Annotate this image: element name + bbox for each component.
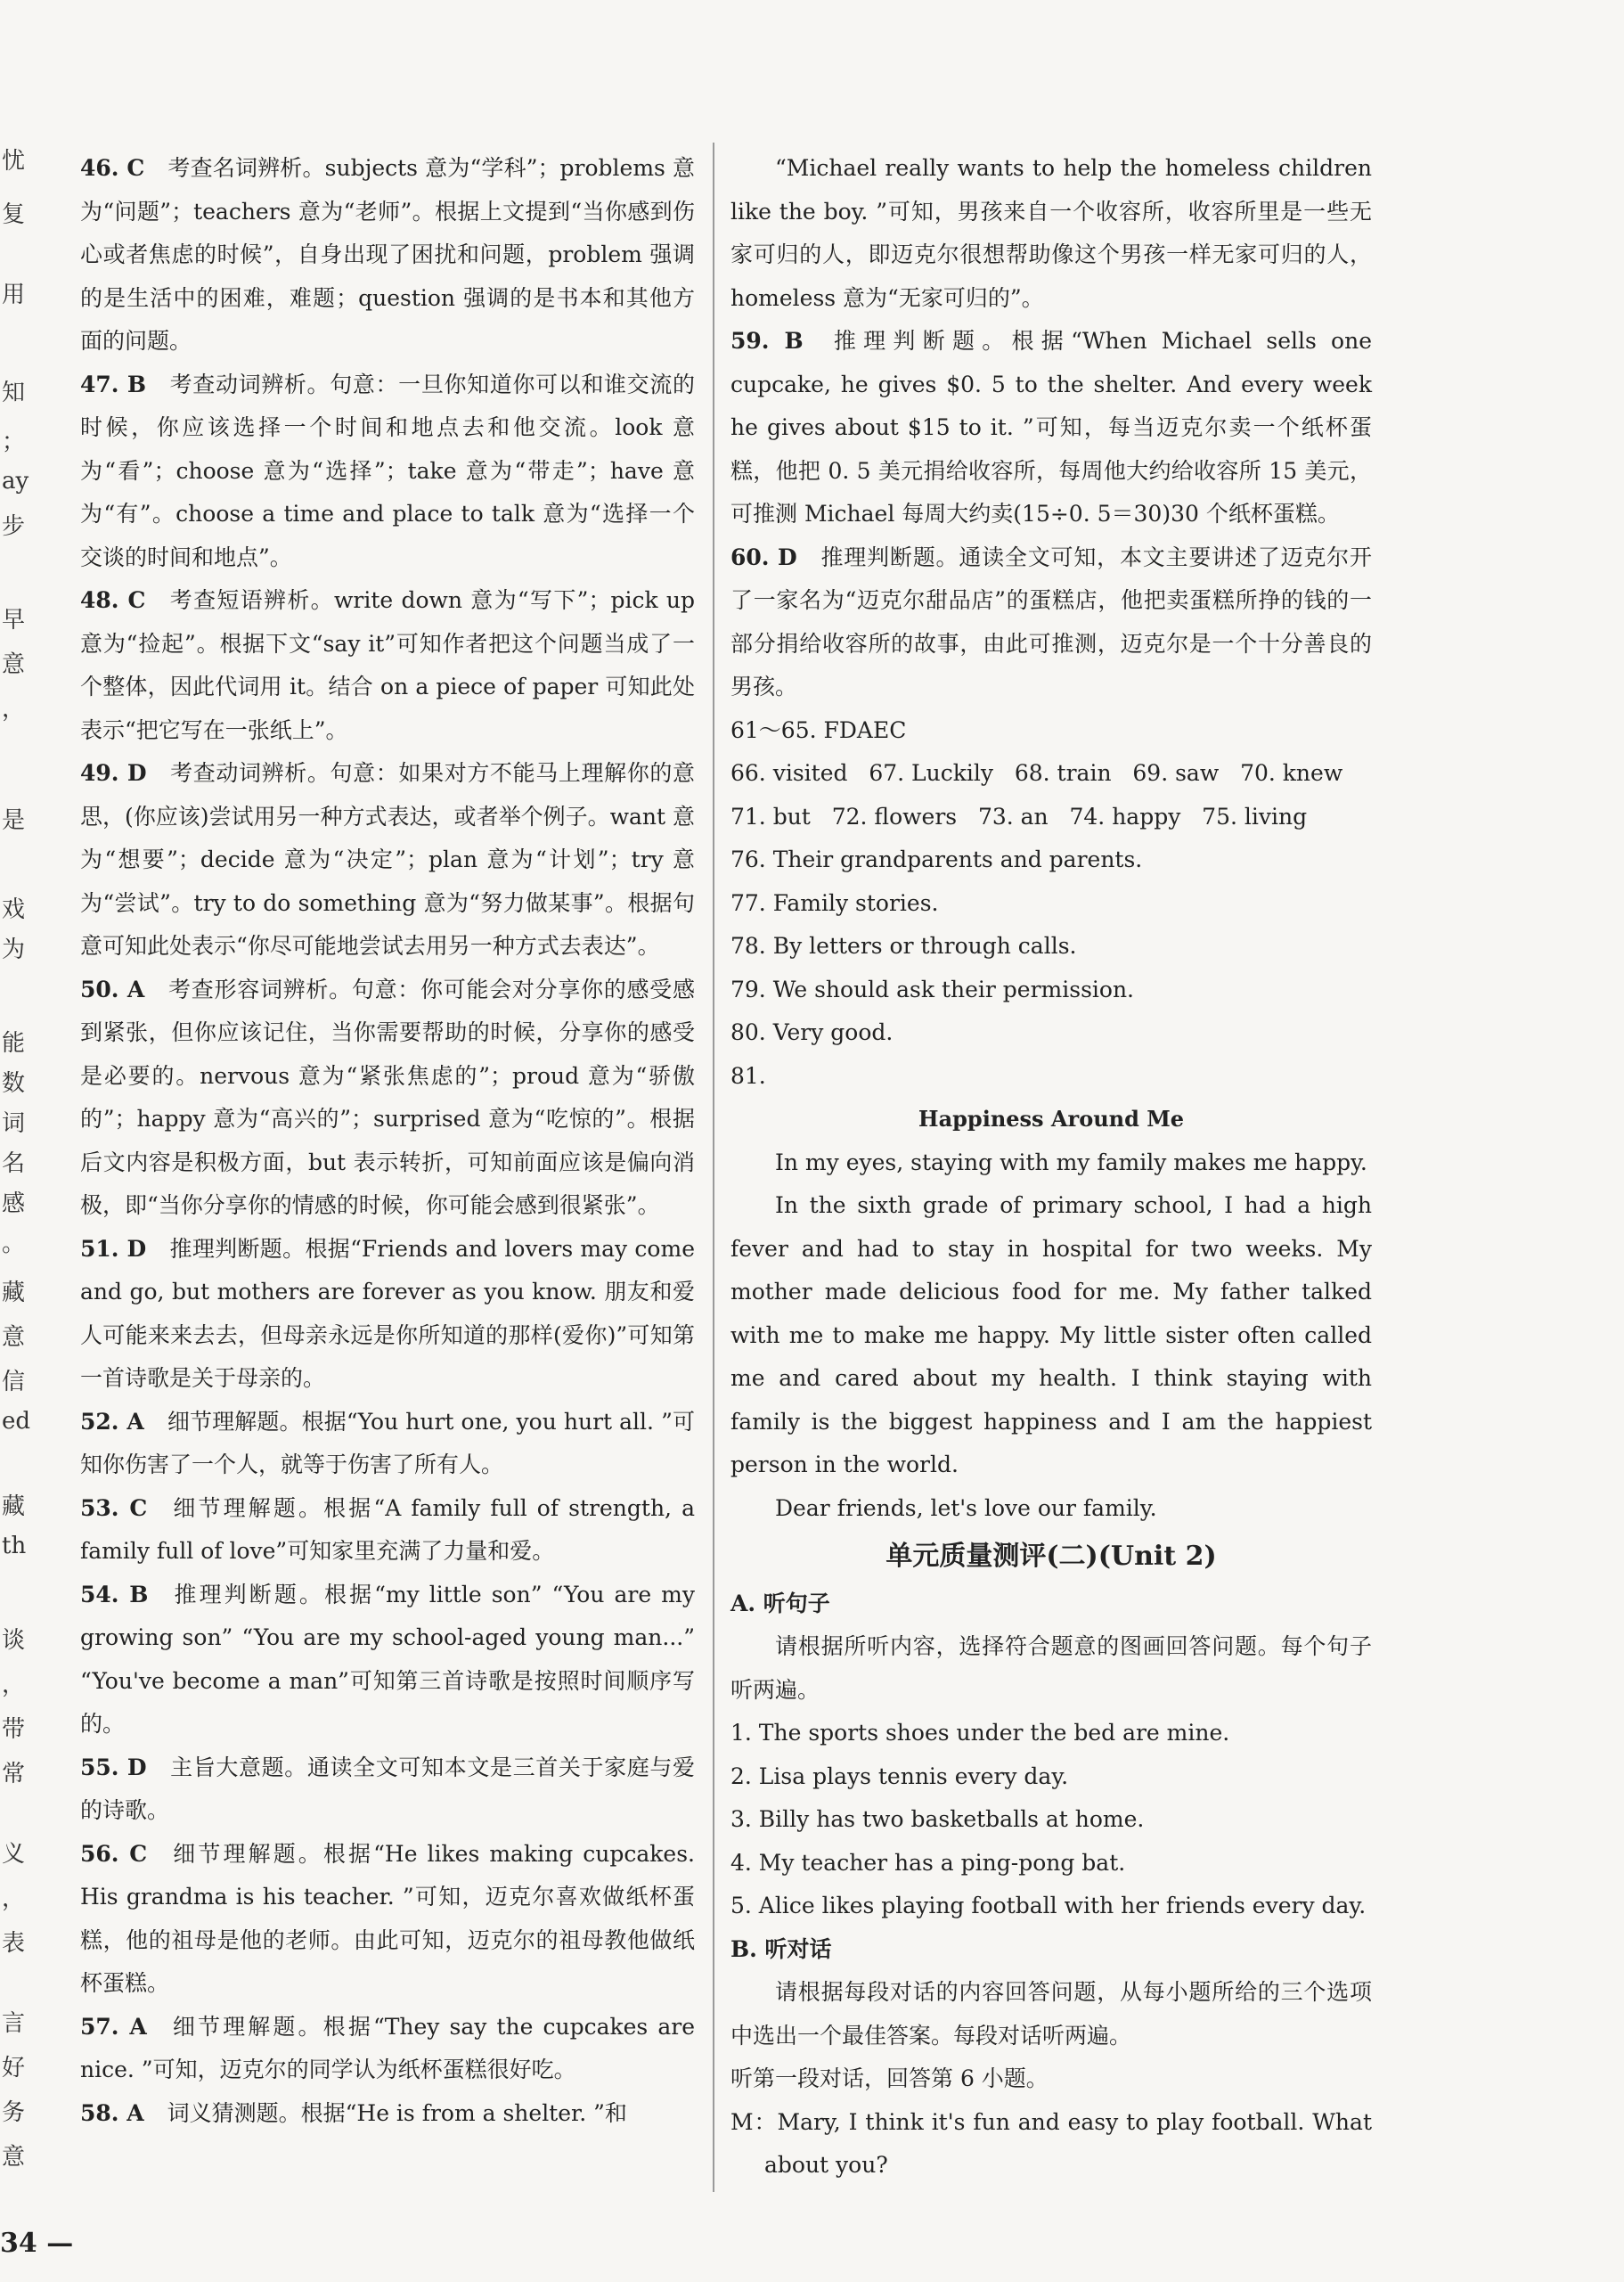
edge-char: 为 — [2, 937, 26, 963]
edge-char: 知 — [2, 380, 26, 406]
answer-item-55 — [80, 1746, 695, 1833]
answer-number: 54. B — [80, 1581, 149, 1607]
answer-explanation: 细节理解题。根据“You hurt one, you hurt all. ”可知你伤害了一个人，就等于伤害了所有人。 — [80, 1408, 695, 1477]
edge-char: 意 — [2, 2144, 26, 2171]
answer-line: 66. visited 67. Luckily 68. train 69. saw 70. knew — [730, 760, 1343, 786]
edge-char: 信 — [2, 1369, 26, 1395]
edge-char: ed — [2, 1408, 31, 1435]
answer-line: 80. Very good. — [730, 1019, 894, 1045]
answer-number: 56. C — [80, 1840, 148, 1867]
answer-line: 71. but 72. flowers 73. an 74. happy 75. living — [730, 803, 1308, 830]
edge-char: ， — [2, 1885, 26, 1912]
answer-explanation: 推理判断题。根据“my little son” “You are my growing son” “You are my school-aged young man...” “You've become a man”可知第三首诗歌是按照时间顺序写的。 — [80, 1581, 695, 1737]
answer-item-47 — [80, 364, 695, 580]
answer-58-continuation: “Michael really wants to help the homeless children like the boy. ”可知，男孩来自一个收容所，收容所里是一些无家可归的人，即迈克尔很想帮助像这个男孩一样无家可归的人，homeless 意为“无家可归的”。 — [730, 155, 1372, 311]
answer-item-60 — [730, 536, 1372, 709]
answer-number: 47. B — [80, 371, 146, 397]
edge-char: 名 — [2, 1150, 26, 1177]
edge-char: 戏 — [2, 896, 26, 923]
edge-char: 能 — [2, 1030, 26, 1057]
answer-line: 78. By letters or through calls. — [730, 933, 1077, 959]
edge-char: 数 — [2, 1070, 26, 1097]
edge-char: ； — [2, 429, 26, 455]
answer-item-51 — [80, 1228, 695, 1401]
right-column — [730, 147, 1372, 2188]
answer-number: 50. A — [80, 976, 145, 1002]
edge-char: ， — [2, 1672, 26, 1698]
edge-char: 意 — [2, 651, 26, 678]
answer-number: 60. D — [730, 544, 797, 570]
answer-explanation: 主旨大意题。通读全文可知本文是三首关于家庭与爱的诗歌。 — [80, 1754, 695, 1823]
answer-line: 77. Family stories. — [730, 889, 939, 916]
listening-sentence: 4. My teacher has a ping-pong bat. — [730, 1849, 1126, 1876]
edge-char: 感 — [2, 1190, 26, 1217]
edge-char: 谈 — [2, 1627, 26, 1654]
answer-line: 81. — [730, 1062, 766, 1089]
answer-line: 76. Their grandparents and parents. — [730, 847, 1143, 872]
part-a-title: A. 听句子 — [730, 1590, 830, 1616]
edge-char: 意 — [2, 1324, 26, 1351]
page-number: 34 — — [0, 2228, 74, 2259]
answer-explanation: 细节理解题。根据“They say the cupcakes are nice. ”可知，迈克尔的同学认为纸杯蛋糕很好吃。 — [80, 2013, 695, 2082]
edge-char: 藏 — [2, 1493, 26, 1520]
answer-number: 55. D — [80, 1754, 147, 1780]
answer-explanation: 推理判断题。通读全文可知，本文主要讲述了迈克尔开了一家名为“迈克尔甜品店”的蛋糕店，他把卖蛋糕所挣的钱的一部分捐给收容所的故事，由此可推测，迈克尔是一个十分善良的男孩。 — [730, 544, 1372, 699]
essay-paragraph: Dear friends, let's love our family. — [775, 1494, 1157, 1521]
edge-char: 表 — [2, 1930, 26, 1957]
edge-char: 义 — [2, 1841, 26, 1868]
edge-char: 常 — [2, 1761, 26, 1787]
answer-number: 48. C — [80, 587, 146, 613]
edge-char: ， — [2, 696, 26, 723]
left-column — [80, 147, 695, 2135]
answer-line: 61～65. FDAEC — [730, 716, 907, 743]
edge-char: 言 — [2, 2010, 26, 2037]
answer-explanation: 考查名词辨析。subjects 意为“学科”；problems 意为“问题”；teachers 意为“老师”。根据上文提到“当你感到伤心或者焦虑的时候”，自身出现了困扰和问题，problem 强调的是生活中的困难，难题；question 强调的是书本和其他方面的问题。 — [80, 155, 695, 354]
answer-number: 52. A — [80, 1408, 144, 1435]
listening-sentence: 5. Alice likes playing football with her friends every day. — [730, 1893, 1367, 1918]
answer-number: 58. A — [80, 2099, 144, 2126]
answer-number: 57. A — [80, 2013, 147, 2040]
answer-explanation: 考查短语辨析。write down 意为“写下”；pick up 意为“捡起”。根据下文“say it”可知作者把这个问题当成了一个整体，因此代词用 it。结合 on a piece of paper 可知此处表示“把它写在一张纸上”。 — [80, 587, 695, 743]
listening-sentence: 2. Lisa plays tennis every day. — [730, 1763, 1069, 1789]
answer-explanation: 细节理解题。根据“A family full of strength, a family full of love”可知家里充满了力量和爱。 — [80, 1494, 695, 1564]
edge-char: 是 — [2, 807, 26, 834]
essay-title: Happiness Around Me — [918, 1106, 1185, 1132]
edge-char: 步 — [2, 513, 26, 540]
answer-number: 46. C — [80, 155, 145, 181]
part-b-title: B. 听对话 — [730, 1935, 832, 1962]
answer-explanation: 推理判断题。根据“Friends and lovers may come and go, but mothers are forever as you know. 朋友和爱人可能来来去去，但母亲永远是你所知道的那样(爱你)”可知第一首诗歌是关于母亲的。 — [80, 1235, 695, 1391]
dialogue-intro: 听第一段对话，回答第 6 小题。 — [730, 2065, 1049, 2091]
answer-explanation: 考查形容词辨析。句意：你可能会对分享你的感受感到紧张，但你应该记住，当你需要帮助的时候，分享你的感受是必要的。nervous 意为“紧张焦虑的”；proud 意为“骄傲的”；happy 意为“高兴的”；surprised 意为“吃惊的”。根据后文内容是积极方面，but 表示转折，可知前面应该是偏向消极，即“当你分享你的情感的时候，你可能会感到很紧张”。 — [80, 976, 695, 1218]
listening-sentence: 1. The sports shoes under the bed are mine. — [730, 1720, 1230, 1746]
answer-item-59 — [730, 320, 1372, 536]
answer-number: 49. D — [80, 760, 147, 786]
edge-char: 忧 — [2, 148, 26, 175]
edge-char: 带 — [2, 1716, 26, 1743]
answer-item-49 — [80, 752, 695, 969]
dialogue-line: M：Mary, I think it's fun and easy to play football. What about you? — [730, 2108, 1372, 2178]
column-divider — [713, 143, 714, 2192]
part-a-instruction: 请根据所听内容，选择符合题意的图画回答问题。每个句子听两遍。 — [730, 1633, 1372, 1703]
answer-item-57 — [80, 2006, 695, 2092]
answer-item-54 — [80, 1574, 695, 1746]
edge-char: ay — [2, 468, 29, 495]
answer-item-48 — [80, 579, 695, 752]
answer-number: 59. B — [730, 328, 804, 354]
answer-explanation: 细节理解题。根据“He likes making cupcakes. His grandma is his teacher. ”可知，迈克尔喜欢做纸杯蛋糕，他的祖母是他的老师。由此可知，迈克尔的祖母教他做纸杯蛋糕。 — [80, 1840, 695, 1996]
answer-explanation: 推理判断题。根据“When Michael sells one cupcake, he gives $0. 5 to the shelter. And every week he gives about $15 to it. ”可知，每当迈克尔卖一个纸杯蛋糕，他把 0. 5 美元捐给收容所，每周他大约给收容所 15 美元，可推测 Michael 每周大约卖(15÷0. 5＝30)30 个纸杯蛋糕。 — [730, 328, 1372, 527]
edge-char: 用 — [2, 282, 26, 308]
edge-char: 好 — [2, 2055, 26, 2082]
edge-char: 词 — [2, 1110, 26, 1137]
answer-item-46 — [80, 147, 695, 364]
listening-sentence: 3. Billy has two basketballs at home. — [730, 1806, 1145, 1832]
answer-item-53 — [80, 1487, 695, 1574]
edge-char: th — [2, 1533, 27, 1559]
edge-char: 。 — [2, 1231, 26, 1257]
edge-char: 复 — [2, 201, 26, 228]
edge-char: 务 — [2, 2099, 26, 2126]
answer-item-58 — [80, 2092, 695, 2136]
answer-explanation: 考查动词辨析。句意：一旦你知道你可以和谁交流的时候，你应该选择一个时间和地点去和他交流。look 意为“看”；choose 意为“选择”；take 意为“带走”；have 意为“有”。choose a time and place to talk 意为“选择一个交谈的时间和地点”。 — [80, 371, 695, 570]
answer-explanation: 词义猜测题。根据“He is from a shelter. ”和 — [167, 2099, 627, 2126]
answer-item-50 — [80, 969, 695, 1228]
section-title-unit-2: 单元质量测评(二)(Unit 2) — [885, 1541, 1217, 1572]
part-b-instruction: 请根据每段对话的内容回答问题，从每小题所给的三个选项中选出一个最佳答案。每段对话听两遍。 — [730, 1979, 1372, 2049]
answer-number: 53. C — [80, 1494, 148, 1521]
answer-line: 79. We should ask their permission. — [730, 976, 1135, 1002]
edge-char: 早 — [2, 607, 26, 634]
essay-paragraph: In my eyes, staying with my family makes me happy. — [775, 1149, 1367, 1175]
answer-item-56 — [80, 1833, 695, 2006]
answer-explanation: 考查动词辨析。句意：如果对方不能马上理解你的意思，(你应该)尝试用另一种方式表达，或者举个例子。want 意为“想要”；decide 意为“决定”；plan 意为“计划”；try 意为“尝试”。try to do something 意为“努力做某事”。根据句意可知此处表示“你尽可能地尝试去用另一种方式去表达”。 — [80, 760, 695, 959]
answer-item-52 — [80, 1401, 695, 1487]
essay-paragraph: In the sixth grade of primary school, I had a high fever and had to stay in hospital for two weeks. My mother made delicious food for me. My father talked with me to make me happy. My little sister often called me and cared about my health. I think staying with family is the biggest happiness and I am the happiest person in the world. — [730, 1192, 1372, 1477]
edge-char: 藏 — [2, 1280, 26, 1306]
answer-number: 51. D — [80, 1235, 147, 1262]
